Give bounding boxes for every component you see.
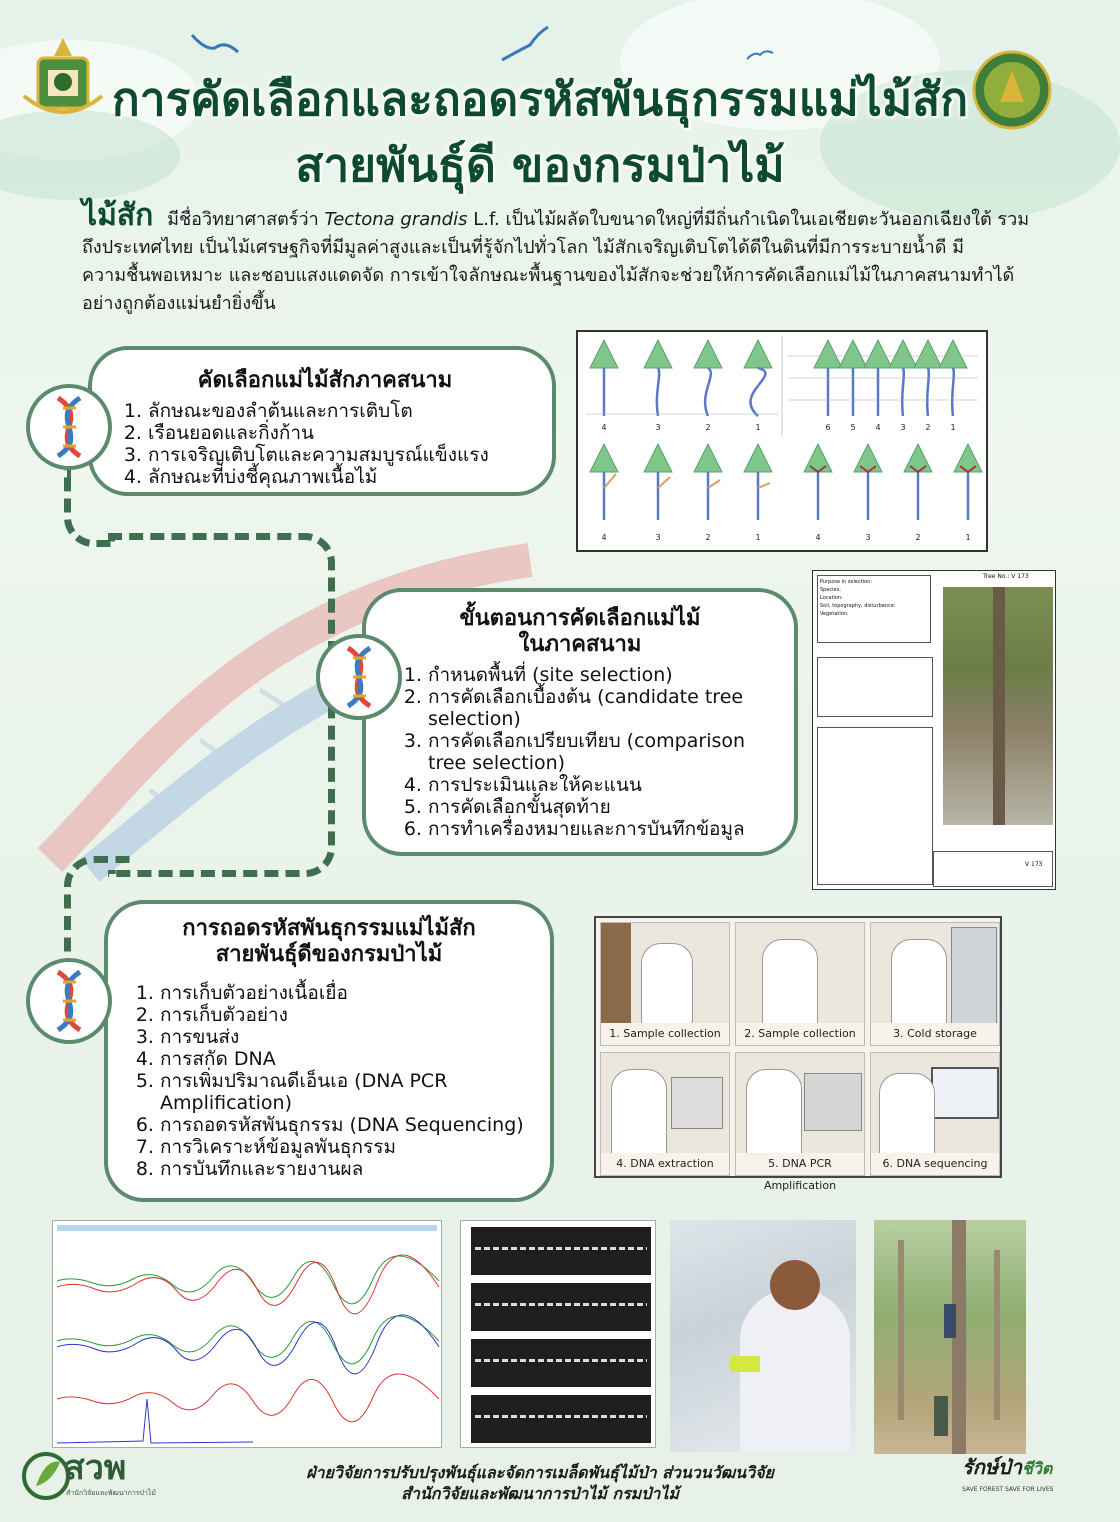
height-tree-crown [889, 340, 917, 368]
list-item: 4. การประเมินและให้คะแนน [428, 774, 784, 796]
gel-bands [475, 1247, 647, 1250]
score-label: 4 [875, 423, 881, 432]
height-tree-crown [939, 340, 967, 368]
logo-text: สวพ [64, 1448, 127, 1488]
list-item: 2. การเก็บตัวอย่าง [160, 1004, 540, 1026]
score-label: 2 [705, 533, 711, 542]
sequencing-list [118, 982, 540, 1180]
logo-subtext: สำนักวิจัยและพัฒนาการป่าไม้ [66, 1489, 157, 1497]
list-item: 3. การคัดเลือกเปรียบเทียบ (comparison tree selection) [428, 730, 784, 774]
form-field-block [817, 657, 933, 717]
list-item: 3. การเจริญเติบโตและความสมบูรณ์แข็งแรง [148, 444, 536, 466]
list-item: 2. เรือนยอดและกิ่งก้าน [148, 422, 536, 444]
gel-bands [475, 1303, 647, 1306]
list-item: 2. การคัดเลือกเบื้องต้น (candidate tree selection) [428, 686, 784, 730]
gel-panel [471, 1283, 651, 1331]
scientist-figure [746, 1069, 802, 1157]
person-figure [934, 1396, 948, 1436]
branch-size-tree-crown [804, 444, 832, 472]
page-title: การคัดเลือกและถอดรหัสพันธุกรรมแม่ไม้สัก [111, 72, 969, 126]
section-title: ในภาคสนาม [518, 632, 642, 657]
criteria-list [114, 400, 536, 488]
dna-icon [320, 638, 398, 716]
form-field: Soil, topography, disturbance: [820, 603, 896, 609]
section-field-procedure [362, 588, 798, 856]
forest-research-logo [22, 1448, 172, 1504]
gel-panel [471, 1339, 651, 1387]
height-tree-crown [839, 340, 867, 368]
form-score-table [933, 851, 1053, 887]
score-label: 6 [825, 423, 831, 432]
tree-trunk [601, 923, 631, 1033]
logo-text-part: รักษ์ป่า [962, 1455, 1022, 1479]
list-item: 1. การเก็บตัวอย่างเนื้อเยื่อ [160, 982, 540, 1004]
score-label: 2 [915, 533, 921, 542]
list-item: 6. การถอดรหัสพันธุกรรม (DNA Sequencing) [160, 1114, 540, 1136]
branch-size-tree-crown [954, 444, 982, 472]
bird-icon [190, 30, 240, 60]
section-title: สายพันธุ์ดีของกรมป่าไม้ [215, 942, 443, 967]
section-title: คัดเลือกแม่ไม้สักภาคสนาม [197, 368, 453, 393]
list-item: 1. กำหนดพื้นที่ (site selection) [428, 664, 784, 686]
computer-monitor [931, 1067, 999, 1119]
branch-angle-tree-crown [744, 444, 772, 472]
lab-step-caption: 3. Cold storage [871, 1023, 999, 1045]
gel-bands [475, 1359, 647, 1362]
form-field: Location: [820, 595, 843, 601]
intro-paragraph [82, 198, 1032, 318]
straightness-tree-trunk [750, 368, 765, 416]
lab-step-caption: 2. Sample collection [736, 1023, 864, 1045]
branch [708, 480, 720, 488]
lab-worker-head [770, 1260, 820, 1310]
score-label: 4 [815, 533, 821, 542]
dna-icon [30, 962, 108, 1040]
logo-subtext: SAVE FOREST SAVE FOR LIVES [962, 1486, 1054, 1493]
footer-office: สำนักวิจัยและพัฒนาการป่าไม้ กรมป่าไม้ [401, 1484, 679, 1503]
branch-angle-tree-crown [694, 444, 722, 472]
list-item: 3. การขนส่ง [160, 1026, 540, 1048]
score-label: 3 [655, 533, 661, 542]
score-label: 2 [705, 423, 711, 432]
connector-line [108, 533, 335, 877]
dna-icon-badge [316, 634, 402, 720]
tree-id: V 173 [1025, 861, 1043, 868]
section-dna-sequencing [104, 900, 554, 1202]
list-item: 4. ลักษณะที่บ่งชี้คุณภาพเนื้อไม้ [148, 466, 536, 488]
list-item: 6. การทำเครื่องหมายและการบันทึกข้อมูล [428, 818, 784, 840]
list-item: 5. การเพิ่มปริมาณดีเอ็นเอ (DNA PCR Amplification) [160, 1070, 540, 1114]
lab-step-caption: 5. DNA PCR Amplification [736, 1153, 864, 1175]
intro-part1: มีชื่อวิทยาศาสตร์ว่า [167, 209, 319, 230]
intro-lead: ไม้สัก [82, 198, 154, 233]
tree-trunk [993, 587, 1005, 825]
list-item: 5. การคัดเลือกขั้นสุดท้าย [428, 796, 784, 818]
save-forest-logo [958, 1454, 1068, 1510]
gel-panel [471, 1227, 651, 1275]
lab-step-caption: 6. DNA sequencing [871, 1153, 999, 1175]
page-subtitle: สายพันธุ์ดี ของกรมป่าไม้ [295, 138, 785, 192]
form-field: Species: [820, 587, 841, 593]
lab-steps-illustration [594, 916, 1002, 1192]
height-tree-crown [814, 340, 842, 368]
list-item: 4. การสกัด DNA [160, 1048, 540, 1070]
score-label: 1 [965, 533, 971, 542]
form-field: Vegetation: [820, 611, 849, 617]
form-field-block [817, 575, 931, 643]
list-item: 7. การวิเคราะห์ข้อมูลพันธุกรรม [160, 1136, 540, 1158]
height-tree-trunk [927, 368, 929, 416]
tree-trunk [994, 1250, 1000, 1420]
straightness-tree-crown [694, 340, 722, 368]
climber-figure [944, 1304, 956, 1338]
straightness-tree-crown [644, 340, 672, 368]
score-label: 1 [950, 423, 956, 432]
straightness-tree-crown [590, 340, 618, 368]
score-label: 2 [925, 423, 931, 432]
height-tree-crown [914, 340, 942, 368]
scientist-figure [641, 943, 693, 1025]
branch-size-tree-crown [904, 444, 932, 472]
lab-step-cell [870, 922, 1000, 1046]
list-item: 8. การบันทึกและรายงานผล [160, 1158, 540, 1180]
lab-step-cell [735, 1052, 865, 1192]
branch [758, 483, 770, 488]
height-tree-crown [864, 340, 892, 368]
tree-photo [943, 587, 1053, 825]
score-label: 1 [755, 423, 761, 432]
branch-size-tree-crown [854, 444, 882, 472]
branch [658, 477, 670, 488]
footer-department: ฝ่ายวิจัยการปรับปรุงพันธุ์และจัดการเมล็ดพันธุ์ไม้ป่า ส่วนวนวัฒนวิจัย [306, 1463, 774, 1482]
dna-icon [30, 388, 108, 466]
intro-part2: L.f. เป็นไม้ผลัดใบขนาดใหญ่ที่มีถิ่นกำเนิดในเอเชียตะวันออกเฉียงใต้ รวมถึงประเทศไทย เป็นไม้เศรษฐกิจที่มีมูลค่าสูงและเป็นที่รู้จักไปทั่วโลก ไม้สักเจริญเติบโตได้ดีในดินที่มีการระบายน้ำดี มีความชื้นพอเหมาะ และชอบแสงแดดจัด การเข้าใจลักษณะพื้นฐานของไม้สักจะช่วยให้การคัดเลือกแม่ไม้ในภาคสนามทำได้อย่างถูกต้องแม่นยำยิ่งขึ้น [82, 209, 1030, 314]
logo-text [962, 1454, 1052, 1482]
section-title: ขั้นตอนการคัดเลือกแม่ไม้ [459, 606, 701, 631]
lab-step-caption: 1. Sample collection [601, 1023, 729, 1045]
tree-trunk [898, 1240, 904, 1420]
tree-record-form [812, 570, 1056, 890]
gel-electrophoresis-image [460, 1220, 656, 1448]
height-tree-trunk [952, 368, 954, 416]
height-tree-trunk [902, 368, 904, 416]
lab-step-cell [735, 922, 865, 1046]
lab-worker-photo [670, 1220, 856, 1452]
freezer [951, 927, 997, 1025]
score-label: 1 [755, 533, 761, 542]
lab-step-cell [870, 1052, 1000, 1176]
scientist-figure [611, 1069, 667, 1157]
chromatogram-image [52, 1220, 442, 1448]
gel-panel [471, 1395, 651, 1443]
score-label: 3 [655, 423, 661, 432]
scientist-figure [762, 939, 818, 1027]
section-field-selection [88, 346, 556, 496]
bird-icon [500, 25, 550, 65]
chromatogram-svg [53, 1221, 443, 1449]
score-label: 4 [601, 423, 607, 432]
tree-form-diagram [576, 330, 988, 552]
dna-icon-badge [26, 384, 112, 470]
score-label: 4 [601, 533, 607, 542]
tree-climbing-photo [874, 1220, 1026, 1454]
section-title: การถอดรหัสพันธุกรรมแม่ไม้สัก [182, 916, 476, 941]
bird-icon [745, 45, 775, 65]
score-label: 3 [900, 423, 906, 432]
lab-machine [804, 1073, 862, 1131]
tree-number-label: Tree No.: V 173 [983, 573, 1029, 580]
form-field: Purpose in selection: [820, 579, 872, 585]
scientist-figure [879, 1073, 935, 1157]
branch [604, 474, 616, 488]
lab-step-caption: 4. DNA extraction [601, 1153, 729, 1175]
straightness-tree-trunk [705, 368, 711, 416]
tree-diagram-svg [578, 332, 986, 550]
lab-step-cell [600, 922, 730, 1046]
score-label: 5 [850, 423, 856, 432]
gel-bands [475, 1415, 647, 1418]
logo-text-part: ชีวิต [1021, 1459, 1053, 1478]
score-label: 3 [865, 533, 871, 542]
lab-rack [730, 1356, 760, 1372]
lab-step-cell [600, 1052, 730, 1176]
branch-angle-tree-crown [644, 444, 672, 472]
leaf-icon [22, 1448, 70, 1502]
lab-machine [671, 1077, 723, 1129]
straightness-tree-crown [744, 340, 772, 368]
list-item: 1. ลักษณะของลำต้นและการเติบโต [148, 400, 536, 422]
scientist-figure [891, 939, 947, 1027]
form-field-block [817, 727, 933, 885]
straightness-tree-trunk [657, 368, 659, 416]
procedure-list [376, 664, 784, 840]
branch-angle-tree-crown [590, 444, 618, 472]
scientific-name: Tectona grandis [324, 209, 468, 230]
dna-icon-badge [26, 958, 112, 1044]
